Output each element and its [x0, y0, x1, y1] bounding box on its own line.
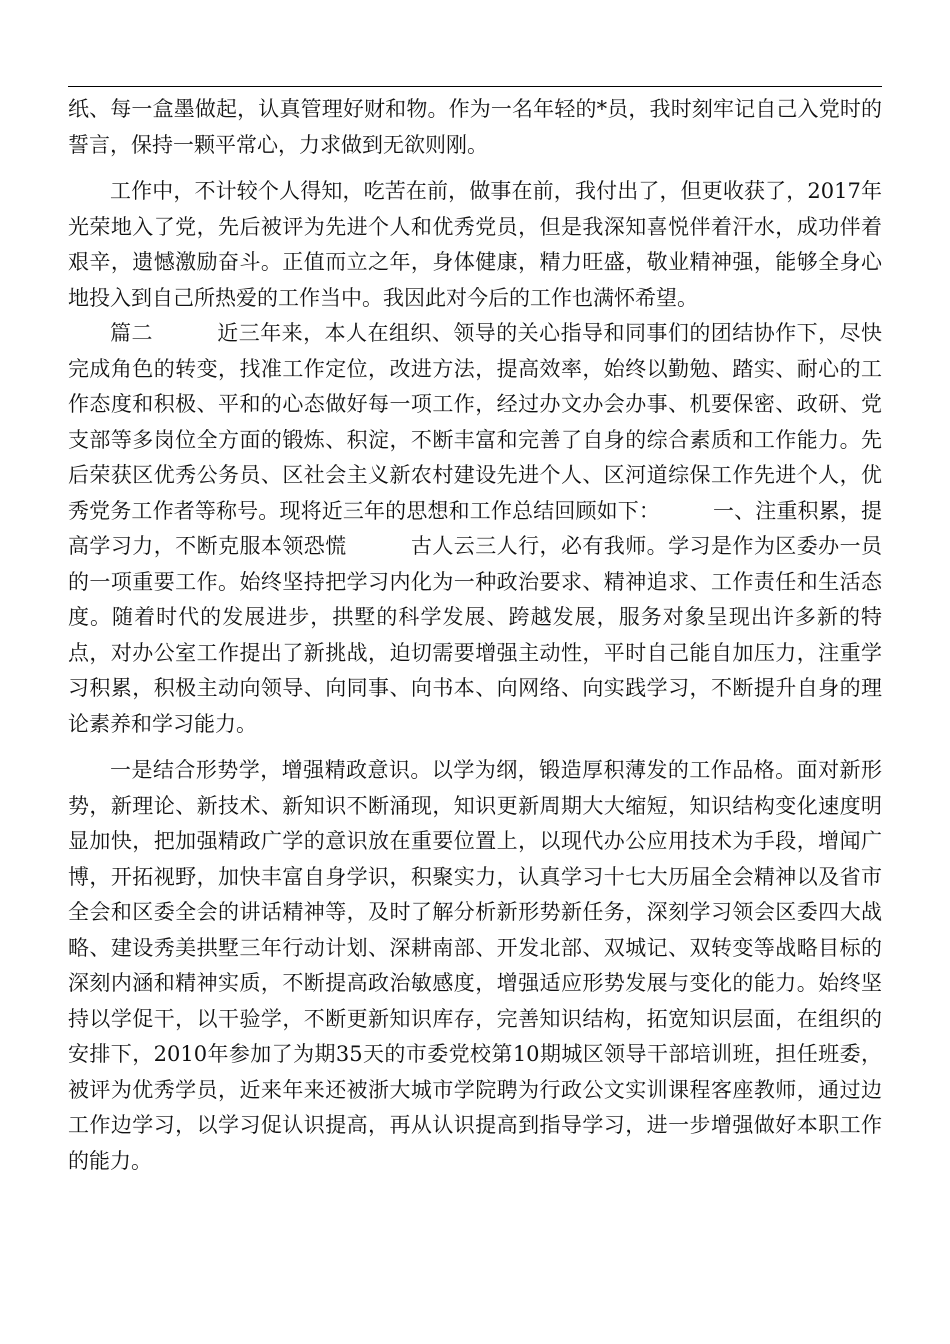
paragraph-part-two: 篇二 近三年来，本人在组织、领导的关心指导和同事们的团结协作下，尽快完成角色的转变，找准工作定位，改进方法，提高效率，始终以勤勉、踏实、耐心的工作态度和积极、平和的心态做好每一项工作，经过办文办会办事、机要保密、政研、党支部等多岗位全方面的锻炼、积淀，不断丰富和完善了自身的综合素质和工作能力。先后荣获区优秀公务员、区社会主义新农村建设先进个人、区河道综保工作先进个人，优秀党务工作者等称号。现将近三年的思想和工作总结回顾如下： 一、注重积累，提高学习力，不断克服本领恐慌 古人云三人行，必有我师。学习是作为区委办一员的一项重要工作。始终坚持把学习内化为一种政治要求、精神追求、工作责任和生活态度。随着时代的发展进步，拱墅的科学发展、跨越发展，服务对象呈现出许多新的特点，对办公室工作提出了新挑战，迫切需要增强主动性，平时自己能自加压力，注重学习积累，积极主动向领导、向同事、向书本、向网络、向实践学习，不断提升自身的理论素养和学习能力。	[68, 321, 882, 736]
paragraph-work-summary: 工作中，不计较个人得知，吃苦在前，做事在前，我付出了，但更收获了，2017年光荣地入了党，先后被评为先进个人和优秀党员，但是我深知喜悦伴着汗水，成功伴着艰辛，遗憾激励奋斗。正值而立之年，身体健康，精力旺盛，敬业精神强，能够全身心地投入到自己所热爱的工作当中。我因此对今后的工作也满怀希望。	[68, 179, 882, 310]
header-rule	[68, 86, 882, 87]
document-body	[68, 92, 882, 1179]
paragraph-continuation: 纸、每一盒墨做起，认真管理好财和物。作为一名年轻的*员，我时刻牢记自己入党时的誓言，保持一颗平常心，力求做到无欲则刚。	[68, 97, 882, 157]
paragraph-study-awareness: 一是结合形势学，增强精政意识。以学为纲，锻造厚积薄发的工作品格。面对新形势，新理论、新技术、新知识不断涌现，知识更新周期大大缩短，知识结构变化速度明显加快，把加强精政广学的意识放在重要位置上，以现代办公应用技术为手段，增闻广博，开拓视野，加快丰富自身学识，积聚实力，认真学习十七大历届全会精神以及省市全会和区委全会的讲话精神等，及时了解分析新形势新任务，深刻学习领会区委四大战略、建设秀美拱墅三年行动计划、深耕南部、开发北部、双城记、双转变等战略目标的深刻内涵和精神实质，不断提高政治敏感度，增强适应形势发展与变化的能力。始终坚持以学促干，以干验学，不断更新知识库存，完善知识结构，拓宽知识层面，在组织的安排下，2010年参加了为期35天的市委党校第10期城区领导干部培训班，担任班委，被评为优秀学员，近来年来还被浙大城市学院聘为行政公文实训课程客座教师，通过边工作边学习，以学习促认识提高，再从认识提高到指导学习，进一步增强做好本职工作的能力。	[68, 758, 882, 1173]
